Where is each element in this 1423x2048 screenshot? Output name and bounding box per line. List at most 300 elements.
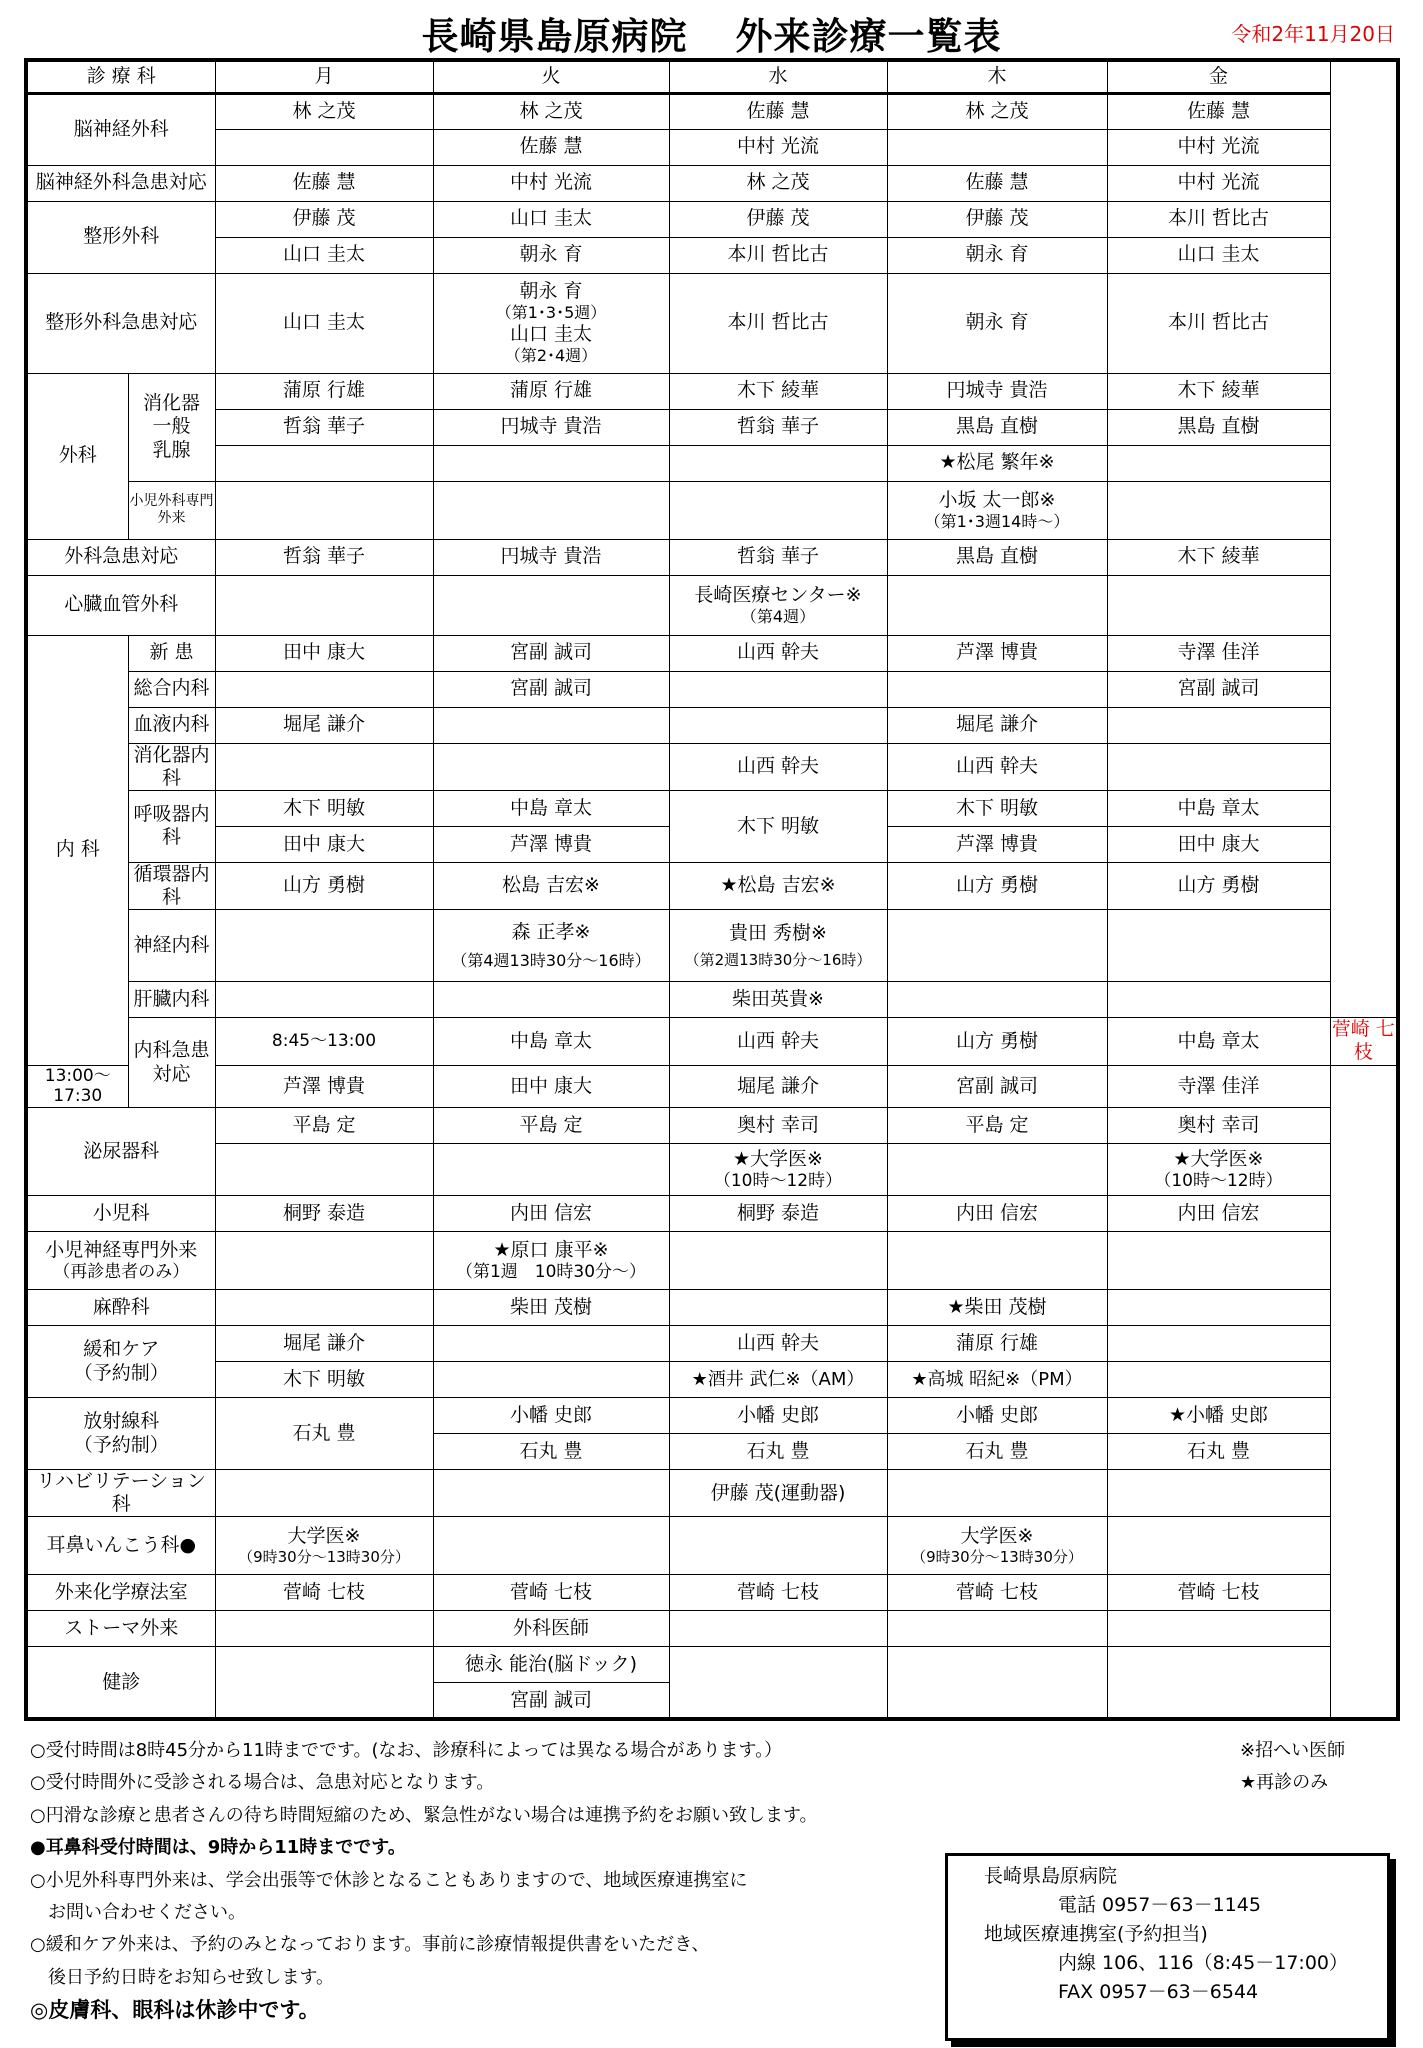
cell: 哲翁 華子 <box>215 539 433 575</box>
table-row <box>26 743 1398 790</box>
table-row <box>26 1647 1398 1683</box>
cell: 哲翁 華子 <box>215 409 433 445</box>
cell <box>1107 481 1330 539</box>
note-line: 後日予約日時をお知らせ致します。 <box>30 1966 335 1988</box>
cell: 山口 圭太 <box>1107 237 1330 273</box>
legend-revisit: ★再診のみ <box>1240 1772 1329 1794</box>
cell <box>669 575 887 635</box>
subdept-line: 一般 <box>152 415 191 438</box>
cell: 菅崎 七枝 <box>215 1575 433 1611</box>
cell <box>215 481 433 539</box>
cell: ★小幡 史郎 <box>1107 1398 1330 1434</box>
cell: 佐藤 慧 <box>215 165 433 201</box>
cell-note: （第2週13時30分～16時） <box>684 951 872 970</box>
cell: 奥村 幸司 <box>669 1108 887 1144</box>
cell: ★酒井 武仁※（AM） <box>669 1362 887 1398</box>
cell: 木下 綾華 <box>1107 539 1330 575</box>
cell: 中村 光流 <box>433 165 669 201</box>
cell <box>433 1362 669 1398</box>
cell <box>887 1144 1107 1196</box>
cell: 林 之茂 <box>215 93 433 129</box>
legend-invited: ※招へい医師 <box>1240 1740 1346 1761</box>
cell: 林 之茂 <box>887 93 1107 129</box>
dept-line: 小児神経専門外来 <box>45 1238 198 1261</box>
cell <box>669 1290 887 1326</box>
cell: 平島 定 <box>215 1108 433 1144</box>
table-row <box>26 201 1398 237</box>
header-mon: 月 <box>215 60 433 93</box>
table-row <box>26 1575 1398 1611</box>
cell: 円城寺 貴浩 <box>433 539 669 575</box>
cell: 佐藤 慧 <box>887 165 1107 201</box>
cell <box>1107 445 1330 481</box>
cell <box>1107 1647 1330 1719</box>
cell-note: （9時30分～13時30分） <box>911 1548 1083 1567</box>
cell <box>887 129 1107 165</box>
cell <box>433 743 669 790</box>
cell: 内田 信宏 <box>1107 1196 1330 1232</box>
note-line: ○円滑な診療と患者さんの待ち時間短縮のため、緊急性がない場合は連携予約をお願い致します。 <box>30 1804 818 1826</box>
table-row <box>26 1144 1398 1196</box>
table-row <box>26 1018 1398 1065</box>
cell: 桐野 泰造 <box>669 1196 887 1232</box>
cell <box>887 1647 1107 1719</box>
cell <box>669 1144 887 1196</box>
subdept-hematology: 血液内科 <box>128 707 215 743</box>
cell: 佐藤 慧 <box>1107 93 1330 129</box>
cell: 菅崎 七枝 <box>669 1575 887 1611</box>
cell: 中村 光流 <box>669 129 887 165</box>
cell: 菅崎 七枝 <box>1107 1575 1330 1611</box>
dept-surgery-er: 外科急患対応 <box>26 539 215 575</box>
subdept-respiratory: 呼吸器内科 <box>128 790 215 862</box>
cell <box>433 982 669 1018</box>
cell <box>433 481 669 539</box>
cell: 黒島 直樹 <box>1107 409 1330 445</box>
cell: 山方 勇樹 <box>215 862 433 909</box>
cell <box>1107 1232 1330 1290</box>
cell: ★松尾 繁年※ <box>887 445 1107 481</box>
header-thu: 木 <box>887 60 1107 93</box>
dept-internal-medicine: 内 科 <box>26 635 128 1065</box>
cell: 堀尾 謙介 <box>669 1065 887 1107</box>
cell <box>433 1232 669 1290</box>
cell: 松島 吉宏※ <box>433 862 669 909</box>
note-line: お問い合わせください。 <box>30 1902 246 1924</box>
cell: ★高城 昭紀※（PM） <box>887 1362 1107 1398</box>
cell: 宮副 誠司 <box>433 635 669 671</box>
dept-orthopedics-er: 整形外科急患対応 <box>26 273 215 373</box>
cell <box>1107 1611 1330 1647</box>
table-row <box>26 1470 1398 1517</box>
dept-internal-er <box>128 1018 215 1108</box>
subdept-line: 乳腺 <box>152 438 191 461</box>
table-row <box>26 373 1398 409</box>
table-row <box>26 481 1398 539</box>
dept-note: （予約制） <box>73 1433 169 1456</box>
cell-line: 小坂 太一郎※ <box>938 488 1056 511</box>
cell: 石丸 豊 <box>433 1434 669 1470</box>
table-row <box>26 1232 1398 1290</box>
cell <box>669 707 887 743</box>
cell-line: 森 正孝※ <box>511 921 591 944</box>
cell-note: （第2･4週） <box>504 346 598 366</box>
subdept-gastroenterology: 消化器内科 <box>128 743 215 790</box>
cell: 小幡 史郎 <box>887 1398 1107 1434</box>
cell: 本川 哲比古 <box>1107 201 1330 237</box>
cell: 円城寺 貴浩 <box>887 373 1107 409</box>
cell: ★松島 吉宏※ <box>669 862 887 909</box>
cell <box>1107 575 1330 635</box>
cell: 山西 幹夫 <box>669 1326 887 1362</box>
header-dept: 診 療 科 <box>26 60 215 93</box>
subdept-pediatric-surgery: 小児外科専門外来 <box>128 481 215 539</box>
cell: 小幡 史郎 <box>669 1398 887 1434</box>
dept-palliative-care <box>26 1326 215 1398</box>
cell: 林 之茂 <box>669 165 887 201</box>
table-row <box>26 129 1398 165</box>
cell: 菅崎 七枝 <box>433 1575 669 1611</box>
cell <box>669 1232 887 1290</box>
cell <box>1107 1326 1330 1362</box>
table-row <box>26 273 1398 373</box>
subdept-line: 消化器 <box>142 392 200 415</box>
cell <box>1107 1517 1330 1575</box>
contact-phone: 電話 0957－63－1145 <box>1058 1894 1261 1916</box>
contact-fax: FAX 0957－63－6544 <box>1058 1981 1259 2003</box>
dept-ent: 耳鼻いんこう科● <box>26 1517 215 1575</box>
cell-line: 山口 圭太 <box>509 323 593 345</box>
cell: 平島 定 <box>433 1108 669 1144</box>
header-tue: 火 <box>433 60 669 93</box>
cell <box>887 575 1107 635</box>
cell: 山口 圭太 <box>215 273 433 373</box>
cell: 中島 章太 <box>1107 1018 1330 1065</box>
cell: 石丸 豊 <box>215 1398 433 1470</box>
cell <box>887 910 1107 982</box>
cell <box>215 982 433 1018</box>
table-row <box>26 635 1398 671</box>
cell <box>433 707 669 743</box>
cell: 木下 明敏 <box>215 790 433 826</box>
cell: 山西 幹夫 <box>669 743 887 790</box>
cell: 山方 勇樹 <box>1107 862 1330 909</box>
note-line-closed: ◎皮膚科、眼科は休診中です。 <box>30 1998 320 2023</box>
cell <box>1107 910 1330 982</box>
cell-note: （第1･3週14時～） <box>924 511 1070 531</box>
dept-urology: 泌尿器科 <box>26 1108 215 1196</box>
cell: 平島 定 <box>887 1108 1107 1144</box>
dept-surgery: 外科 <box>26 373 128 539</box>
table-row <box>26 445 1398 481</box>
cell: 木下 明敏 <box>669 790 887 862</box>
cell-line: ★大学医※ <box>733 1147 823 1170</box>
cell-line: 貴田 秀樹※ <box>729 921 827 944</box>
notes-section <box>30 1735 818 2027</box>
table-row <box>26 862 1398 909</box>
cell <box>433 1144 669 1196</box>
table-row <box>26 790 1398 826</box>
dept-radiology <box>26 1398 215 1470</box>
dept-chemotherapy: 外来化学療法室 <box>26 1575 215 1611</box>
cell: 寺澤 佳洋 <box>1107 1065 1330 1107</box>
cell: 伊藤 茂 <box>669 201 887 237</box>
cell <box>215 910 433 982</box>
cell: 山方 勇樹 <box>887 862 1107 909</box>
page-title <box>0 6 1423 60</box>
cell: 本川 哲比古 <box>1107 273 1330 373</box>
cell: 哲翁 華子 <box>669 409 887 445</box>
cell <box>1107 982 1330 1018</box>
cell-line: 大学医※ <box>287 1525 361 1548</box>
cell <box>433 1517 669 1575</box>
cell <box>887 671 1107 707</box>
cell-line: 長崎医療センター※ <box>694 583 862 606</box>
legend <box>1240 1735 1345 1800</box>
table-row <box>26 671 1398 707</box>
cell: 中島 章太 <box>433 790 669 826</box>
schedule-table <box>24 58 1400 1721</box>
cell: 朝永 育 <box>887 273 1107 373</box>
cell: 宮副 誠司 <box>1107 671 1330 707</box>
cell: 朝永 育 <box>433 237 669 273</box>
cell <box>669 1611 887 1647</box>
cell: 徳永 能治(脳ドック) <box>433 1647 669 1683</box>
cell: 芦澤 博貴 <box>433 826 669 862</box>
cell: 蒲原 行雄 <box>433 373 669 409</box>
cell: 山西 幹夫 <box>669 635 887 671</box>
cell: 内田 信宏 <box>433 1196 669 1232</box>
contact-extension: 内線 106、116（8:45－17:00） <box>1058 1952 1348 1974</box>
cell: 本川 哲比古 <box>669 273 887 373</box>
cell: 中村 光流 <box>1107 165 1330 201</box>
dept-line: 対応 <box>152 1062 191 1085</box>
contact-name: 長崎県島原病院 <box>984 1865 1118 1887</box>
table-row <box>26 93 1398 129</box>
dept-pediatrics: 小児科 <box>26 1196 215 1232</box>
cell: 宮副 誠司 <box>887 1065 1107 1107</box>
cell <box>215 1290 433 1326</box>
cell: 伊藤 茂 <box>215 201 433 237</box>
note-line: ○受付時間は8時45分から11時までです。(なお、診療科によっては異なる場合があります。） <box>30 1740 783 1761</box>
schedule-title: 外来診療一覧表 <box>735 15 1002 58</box>
table-row <box>26 575 1398 635</box>
cell: 菅崎 七枝 <box>1330 1018 1398 1065</box>
cell: 石丸 豊 <box>1107 1434 1330 1470</box>
cell: 木下 綾華 <box>669 373 887 409</box>
dept-note: （予約制） <box>73 1361 169 1384</box>
cell: 宮副 誠司 <box>433 1683 669 1719</box>
dept-anesthesiology: 麻酔科 <box>26 1290 215 1326</box>
cell <box>215 671 433 707</box>
subdept-surgery-general <box>128 373 215 481</box>
cell: 中島 章太 <box>1107 790 1330 826</box>
cell: 石丸 豊 <box>887 1434 1107 1470</box>
table-row <box>26 982 1398 1018</box>
cell <box>1107 1290 1330 1326</box>
cell: 中島 章太 <box>433 1018 669 1065</box>
dept-line: 緩和ケア <box>83 1338 160 1361</box>
cell: 山西 幹夫 <box>669 1018 887 1065</box>
cell <box>215 743 433 790</box>
cell <box>215 1470 433 1517</box>
dept-neurosurgery-er: 脳神経外科急患対応 <box>26 165 215 201</box>
cell: 哲翁 華子 <box>669 539 887 575</box>
cell: 木下 明敏 <box>215 1362 433 1398</box>
cell <box>669 1517 887 1575</box>
cell <box>433 1326 669 1362</box>
cell <box>887 1232 1107 1290</box>
cell <box>433 445 669 481</box>
cell <box>669 445 887 481</box>
header-wed: 水 <box>669 60 887 93</box>
cell: 田中 康大 <box>215 826 433 862</box>
cell-note: （10時～12時） <box>713 1170 843 1191</box>
cell: 堀尾 謙介 <box>215 1326 433 1362</box>
cell <box>1107 1144 1330 1196</box>
cell <box>669 481 887 539</box>
cell <box>215 575 433 635</box>
note-line: ○受付時間外に受診される場合は、急患対応となります。 <box>30 1772 495 1794</box>
cell <box>887 1470 1107 1517</box>
cell-note: （第1･3･5週） <box>495 303 607 323</box>
cell <box>433 1470 669 1517</box>
cell: 黒島 直樹 <box>887 409 1107 445</box>
cell <box>215 445 433 481</box>
cell-line: ★原口 康平※ <box>493 1238 609 1261</box>
cell: 伊藤 茂(運動器) <box>669 1470 887 1517</box>
note-line: ○緩和ケア外来は、予約のみとなっております。事前に診療情報提供書をいただき、 <box>30 1934 710 1956</box>
cell: 堀尾 謙介 <box>215 707 433 743</box>
dept-pediatric-neurology <box>26 1232 215 1290</box>
cell <box>887 1611 1107 1647</box>
hospital-name: 長崎県島原病院 <box>421 15 688 58</box>
cell: 芦澤 博貴 <box>215 1065 433 1107</box>
cell <box>433 273 669 373</box>
cell: 柴田英貴※ <box>669 982 887 1018</box>
cell-line: 朝永 育 <box>519 280 583 303</box>
cell <box>887 1517 1107 1575</box>
cell: 菅崎 七枝 <box>887 1575 1107 1611</box>
cell <box>1107 1470 1330 1517</box>
cell: 桐野 泰造 <box>215 1196 433 1232</box>
cell: 田中 康大 <box>1107 826 1330 862</box>
cell: 石丸 豊 <box>669 1434 887 1470</box>
table-row <box>26 1611 1398 1647</box>
table-row <box>26 1290 1398 1326</box>
subdept-neurology: 神経内科 <box>128 910 215 982</box>
cell: 木下 明敏 <box>887 790 1107 826</box>
dept-orthopedics: 整形外科 <box>26 201 215 273</box>
contact-box <box>945 1853 1390 2041</box>
cell: 外科医師 <box>433 1611 669 1647</box>
cell-note: （9時30分～13時30分） <box>238 1548 410 1567</box>
dept-rehabilitation: リハビリテーション科 <box>26 1470 215 1517</box>
cell <box>433 910 669 982</box>
table-row <box>26 1326 1398 1362</box>
cell-note: （10時～12時） <box>1154 1170 1283 1191</box>
table-row <box>26 707 1398 743</box>
cell: 小幡 史郎 <box>433 1398 669 1434</box>
dept-stoma: ストーマ外来 <box>26 1611 215 1647</box>
er-time-am: 8:45～13:00 <box>215 1018 433 1065</box>
cell: 芦澤 博貴 <box>887 635 1107 671</box>
header-fri: 金 <box>1107 60 1330 93</box>
table-row <box>26 539 1398 575</box>
contact-office: 地域医療連携室(予約担当) <box>984 1923 1208 1945</box>
table-row <box>26 1517 1398 1575</box>
cell: 朝永 育 <box>887 237 1107 273</box>
table-row <box>26 237 1398 273</box>
cell: 堀尾 謙介 <box>887 707 1107 743</box>
cell: 内田 信宏 <box>887 1196 1107 1232</box>
cell: 山西 幹夫 <box>887 743 1107 790</box>
cell <box>669 671 887 707</box>
table-row <box>26 409 1398 445</box>
dept-neurosurgery: 脳神経外科 <box>26 93 215 165</box>
cell: 林 之茂 <box>433 93 669 129</box>
cell: 寺澤 佳洋 <box>1107 635 1330 671</box>
cell: 奥村 幸司 <box>1107 1108 1330 1144</box>
cell: 山方 勇樹 <box>887 1018 1107 1065</box>
note-line-ent: ●耳鼻科受付時間は、9時から11時までです。 <box>30 1837 406 1859</box>
cell <box>433 575 669 635</box>
cell: 中村 光流 <box>1107 129 1330 165</box>
dept-note: （再診患者のみ） <box>53 1261 190 1282</box>
er-time-pm: 13:00～17:30 <box>26 1065 128 1107</box>
cell <box>887 481 1107 539</box>
table-row <box>26 1108 1398 1144</box>
dept-line: 放射線科 <box>83 1410 160 1433</box>
cell <box>215 1517 433 1575</box>
cell: 柴田 茂樹 <box>433 1290 669 1326</box>
subdept-hepatology: 肝臓内科 <box>128 982 215 1018</box>
cell: 佐藤 慧 <box>433 129 669 165</box>
cell-note: （第4週13時30分～16時） <box>451 950 651 970</box>
cell: 山口 圭太 <box>433 201 669 237</box>
cell <box>1107 707 1330 743</box>
cell: 宮副 誠司 <box>433 671 669 707</box>
cell: 芦澤 博貴 <box>887 826 1107 862</box>
cell: 木下 綾華 <box>1107 373 1330 409</box>
header-row <box>26 60 1398 93</box>
cell <box>215 1232 433 1290</box>
cell: 田中 康大 <box>215 635 433 671</box>
subdept-general-internal: 総合内科 <box>128 671 215 707</box>
cell: 円城寺 貴浩 <box>433 409 669 445</box>
dept-cardiovascular-surgery: 心臓血管外科 <box>26 575 215 635</box>
cell <box>215 1647 433 1719</box>
cell-line: 大学医※ <box>960 1525 1034 1548</box>
dept-checkup: 健診 <box>26 1647 215 1719</box>
cell: 伊藤 茂 <box>887 201 1107 237</box>
cell <box>215 1611 433 1647</box>
cell-line: ★大学医※ <box>1173 1147 1264 1170</box>
cell <box>215 129 433 165</box>
cell-note: （第4週） <box>740 606 816 626</box>
table-row <box>26 165 1398 201</box>
issue-date: 令和2年11月20日 <box>1231 22 1395 46</box>
cell <box>887 982 1107 1018</box>
cell <box>215 1144 433 1196</box>
cell: 本川 哲比古 <box>669 237 887 273</box>
table-row <box>26 1362 1398 1398</box>
subdept-cardiology: 循環器内科 <box>128 862 215 909</box>
cell: 山口 圭太 <box>215 237 433 273</box>
cell: ★柴田 茂樹 <box>887 1290 1107 1326</box>
cell <box>669 1647 887 1719</box>
cell: 佐藤 慧 <box>669 93 887 129</box>
